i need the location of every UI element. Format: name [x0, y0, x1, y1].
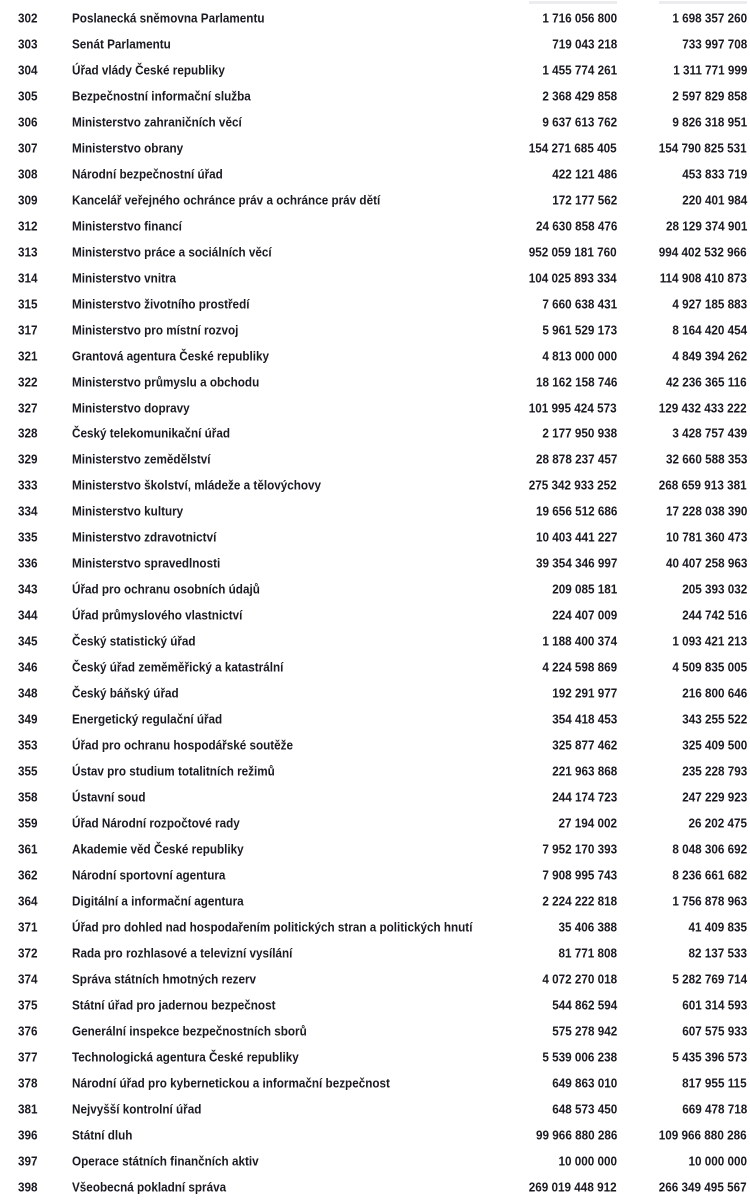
- table-row: [0, 83, 750, 109]
- clipped-amount-remnant: [659, 1, 747, 4]
- amount-column-1: 1 455 774 261: [542, 62, 617, 78]
- amount-column-2: 8 236 661 682: [672, 867, 747, 883]
- table-row: [0, 1096, 750, 1122]
- amount-column-1: 172 177 562: [551, 192, 617, 208]
- amount-column-2: 4 509 835 005: [672, 659, 747, 675]
- amount-column-1: 422 121 486: [551, 166, 617, 182]
- chapter-code: 302: [18, 10, 38, 26]
- amount-column-1: 10 000 000: [558, 1153, 617, 1169]
- amount-column-2: 10 000 000: [688, 1153, 747, 1169]
- table-row: [0, 1018, 750, 1044]
- chapter-name: Digitální a informační agentura: [72, 893, 244, 909]
- chapter-code: 321: [18, 348, 38, 364]
- amount-column-2: 205 393 032: [681, 581, 747, 597]
- table-row: [0, 602, 750, 628]
- chapter-name: Úřad pro dohled nad hospodařením politických stran a politických hnutí: [72, 919, 473, 935]
- table-row: [0, 784, 750, 810]
- table-row: [0, 421, 750, 447]
- table-row: [0, 369, 750, 395]
- amount-column-2: 3 428 757 439: [672, 425, 747, 441]
- table-row: [0, 628, 750, 654]
- amount-column-1: 244 174 723: [551, 789, 617, 805]
- amount-column-1: 325 877 462: [551, 737, 617, 753]
- amount-column-1: 2 368 429 858: [542, 88, 617, 104]
- chapter-code: 304: [18, 62, 38, 78]
- chapter-name: Český statistický úřad: [72, 633, 196, 649]
- amount-column-2: 266 349 495 567: [659, 1179, 747, 1195]
- chapter-name: Ministerstvo školství, mládeže a tělovýchovy: [72, 477, 322, 493]
- chapter-code: 306: [18, 114, 38, 130]
- chapter-code: 309: [18, 192, 38, 208]
- chapter-name: Akademie věd České republiky: [72, 841, 244, 857]
- amount-column-1: 544 862 594: [551, 997, 617, 1013]
- chapter-code: 378: [18, 1075, 38, 1091]
- amount-column-2: 4 927 185 883: [672, 296, 747, 312]
- chapter-code: 371: [18, 919, 38, 935]
- amount-column-2: 669 478 718: [681, 1101, 747, 1117]
- table-row: [0, 524, 750, 550]
- chapter-name: Ústavní soud: [72, 789, 146, 805]
- chapter-name: Energetický regulační úřad: [72, 711, 223, 727]
- amount-column-2: 268 659 913 381: [659, 477, 747, 493]
- chapter-code: 374: [18, 971, 38, 987]
- table-row: [0, 395, 750, 421]
- chapter-code: 353: [18, 737, 38, 753]
- chapter-name: Ministerstvo zdravotnictví: [72, 529, 217, 545]
- amount-column-2: 235 228 793: [681, 763, 747, 779]
- table-row: [0, 187, 750, 213]
- table-row: [0, 732, 750, 758]
- amount-column-1: 19 656 512 686: [535, 503, 617, 519]
- amount-column-2: 41 409 835: [688, 919, 747, 935]
- amount-column-1: 7 908 995 743: [542, 867, 617, 883]
- amount-column-2: 220 401 984: [681, 192, 747, 208]
- amount-column-1: 221 963 868: [551, 763, 617, 779]
- chapter-code: 308: [18, 166, 38, 182]
- amount-column-1: 209 085 181: [551, 581, 617, 597]
- amount-column-1: 649 863 010: [551, 1075, 617, 1091]
- amount-column-2: 601 314 593: [681, 997, 747, 1013]
- chapter-name: Kancelář veřejného ochránce práv a ochránce práv dětí: [72, 192, 381, 208]
- amount-column-1: 575 278 942: [551, 1023, 617, 1039]
- chapter-name: Správa státních hmotných rezerv: [72, 971, 257, 987]
- chapter-name: Úřad vlády České republiky: [72, 62, 225, 78]
- chapter-name: Ministerstvo zemědělství: [72, 451, 211, 467]
- chapter-name: Operace státních finančních aktiv: [72, 1153, 259, 1169]
- chapter-name: Ministerstvo kultury: [72, 503, 184, 519]
- chapter-name: Národní sportovní agentura: [72, 867, 226, 883]
- amount-column-1: 24 630 858 476: [535, 218, 617, 234]
- amount-column-1: 5 961 529 173: [542, 322, 617, 338]
- chapter-name: Senát Parlamentu: [72, 36, 171, 52]
- chapter-name: Český báňský úřad: [72, 685, 179, 701]
- chapter-code: 344: [18, 607, 38, 623]
- chapter-name: Český telekomunikační úřad: [72, 425, 231, 441]
- table-row: [0, 758, 750, 784]
- chapter-code: 348: [18, 685, 38, 701]
- table-row: [0, 914, 750, 940]
- amount-column-2: 17 228 038 390: [665, 503, 747, 519]
- amount-column-2: 2 597 829 858: [672, 88, 747, 104]
- chapter-code: 317: [18, 322, 38, 338]
- amount-column-1: 104 025 893 334: [529, 270, 617, 286]
- table-row: [0, 57, 750, 83]
- table-row: [0, 992, 750, 1018]
- chapter-name: Ministerstvo financí: [72, 218, 182, 234]
- chapter-code: 322: [18, 374, 38, 390]
- amount-column-1: 354 418 453: [551, 711, 617, 727]
- chapter-name: Státní úřad pro jadernou bezpečnost: [72, 997, 276, 1013]
- chapter-code: 362: [18, 867, 38, 883]
- table-row: [0, 446, 750, 472]
- chapter-code: 335: [18, 529, 38, 545]
- amount-column-1: 7 660 638 431: [542, 296, 617, 312]
- amount-column-2: 607 575 933: [681, 1023, 747, 1039]
- amount-column-2: 1 698 357 260: [672, 10, 747, 26]
- amount-column-2: 733 997 708: [681, 36, 747, 52]
- chapter-name: Úřad průmyslového vlastnictví: [72, 607, 243, 623]
- chapter-name: Ministerstvo práce a sociálních věcí: [72, 244, 272, 260]
- chapter-code: 334: [18, 503, 38, 519]
- chapter-code: 355: [18, 763, 38, 779]
- amount-column-2: 244 742 516: [681, 607, 747, 623]
- amount-column-1: 35 406 388: [558, 919, 617, 935]
- table-row: [0, 940, 750, 966]
- chapter-code: 333: [18, 477, 38, 493]
- amount-column-2: 8 048 306 692: [672, 841, 747, 857]
- chapter-name: Úřad Národní rozpočtové rady: [72, 815, 240, 831]
- amount-column-2: 247 229 923: [681, 789, 747, 805]
- amount-column-1: 154 271 685 405: [529, 140, 617, 156]
- chapter-code: 361: [18, 841, 38, 857]
- amount-column-1: 1 716 056 800: [542, 10, 617, 26]
- chapter-code: 358: [18, 789, 38, 805]
- chapter-code: 375: [18, 997, 38, 1013]
- table-row: [0, 317, 750, 343]
- table-row: [0, 1044, 750, 1070]
- amount-column-1: 719 043 218: [551, 36, 617, 52]
- amount-column-2: 40 407 258 963: [665, 555, 747, 571]
- table-row: [0, 109, 750, 135]
- chapter-name: Bezpečnostní informační služba: [72, 88, 251, 104]
- chapter-code: 327: [18, 400, 38, 416]
- amount-column-1: 7 952 170 393: [542, 841, 617, 857]
- table-row: [0, 161, 750, 187]
- chapter-name: Technologická agentura České republiky: [72, 1049, 299, 1065]
- amount-column-2: 325 409 500: [681, 737, 747, 753]
- chapter-name: Ministerstvo dopravy: [72, 400, 190, 416]
- table-row: [0, 576, 750, 602]
- amount-column-2: 9 826 318 951: [672, 114, 747, 130]
- amount-column-1: 192 291 977: [551, 685, 617, 701]
- chapter-name: Ministerstvo vnitra: [72, 270, 177, 286]
- amount-column-2: 129 432 433 222: [659, 400, 747, 416]
- chapter-name: Ministerstvo životního prostředí: [72, 296, 250, 312]
- chapter-name: Ministerstvo pro místní rozvoj: [72, 322, 239, 338]
- amount-column-1: 27 194 002: [558, 815, 617, 831]
- chapter-name: Poslanecká sněmovna Parlamentu: [72, 10, 265, 26]
- clipped-amount-remnant: [529, 1, 617, 4]
- amount-column-2: 1 756 878 963: [672, 893, 747, 909]
- chapter-code: 313: [18, 244, 38, 260]
- chapter-code: 315: [18, 296, 38, 312]
- table-row: [0, 1148, 750, 1174]
- chapter-code: 397: [18, 1153, 38, 1169]
- amount-column-2: 817 955 115: [682, 1075, 747, 1091]
- chapter-code: 381: [18, 1101, 38, 1117]
- amount-column-2: 10 781 360 473: [665, 529, 747, 545]
- table-row: [0, 265, 750, 291]
- amount-column-1: 648 573 450: [551, 1101, 617, 1117]
- chapter-name: Nejvyšší kontrolní úřad: [72, 1101, 202, 1117]
- table-row: [0, 498, 750, 524]
- table-row: [0, 680, 750, 706]
- amount-column-2: 26 202 475: [688, 815, 747, 831]
- amount-column-1: 2 224 222 818: [542, 893, 617, 909]
- chapter-code: 336: [18, 555, 38, 571]
- amount-column-2: 154 790 825 531: [659, 140, 747, 156]
- amount-column-1: 10 403 441 227: [535, 529, 617, 545]
- chapter-code: 307: [18, 140, 38, 156]
- chapter-name: Rada pro rozhlasové a televizní vysílání: [72, 945, 293, 961]
- amount-column-2: 1 093 421 213: [672, 633, 747, 649]
- table-row: [0, 31, 750, 57]
- amount-column-2: 4 849 394 262: [672, 348, 747, 364]
- chapter-code: 343: [18, 581, 38, 597]
- chapter-code: 349: [18, 711, 38, 727]
- chapter-code: 305: [18, 88, 38, 104]
- chapter-name: Ministerstvo spravedlnosti: [72, 555, 221, 571]
- table-row: [0, 213, 750, 239]
- chapter-code: 303: [18, 36, 38, 52]
- chapter-name: Český úřad zeměměřický a katastrální: [72, 659, 284, 675]
- chapter-name: Národní úřad pro kybernetickou a informační bezpečnost: [72, 1075, 390, 1091]
- chapter-code: 396: [18, 1127, 38, 1143]
- amount-column-1: 952 059 181 760: [529, 244, 617, 260]
- amount-column-1: 4 072 270 018: [542, 971, 617, 987]
- table-row: [0, 239, 750, 265]
- chapter-name: Grantová agentura České republiky: [72, 348, 270, 364]
- table-row: [0, 1122, 750, 1148]
- table-row: [0, 966, 750, 992]
- amount-column-2: 1 311 771 999: [672, 62, 747, 78]
- table-row: [0, 706, 750, 732]
- amount-column-2: 216 800 646: [681, 685, 747, 701]
- amount-column-2: 8 164 420 454: [672, 322, 747, 338]
- table-row: [0, 1174, 750, 1200]
- amount-column-1: 101 995 424 573: [529, 400, 617, 416]
- amount-column-1: 99 966 880 286: [535, 1127, 617, 1143]
- chapter-code: 372: [18, 945, 38, 961]
- table-row: [0, 343, 750, 369]
- chapter-code: 314: [18, 270, 38, 286]
- chapter-code: 377: [18, 1049, 38, 1065]
- amount-column-1: 224 407 009: [551, 607, 617, 623]
- table-row: [0, 888, 750, 914]
- chapter-name: Národní bezpečnostní úřad: [72, 166, 223, 182]
- chapter-code: 345: [18, 633, 38, 649]
- amount-column-1: 4 224 598 869: [542, 659, 617, 675]
- amount-column-1: 28 878 237 457: [535, 451, 617, 467]
- table-row: [0, 291, 750, 317]
- chapter-code: 398: [18, 1179, 38, 1195]
- amount-column-2: 32 660 588 353: [665, 451, 747, 467]
- chapter-name: Ústav pro studium totalitních režimů: [72, 763, 275, 779]
- chapter-code: 364: [18, 893, 38, 909]
- chapter-name: Úřad pro ochranu osobních údajů: [72, 581, 260, 597]
- chapter-name: Státní dluh: [72, 1127, 133, 1143]
- amount-column-1: 4 813 000 000: [542, 348, 617, 364]
- amount-column-2: 343 255 522: [681, 711, 747, 727]
- amount-column-2: 5 282 769 714: [672, 971, 747, 987]
- table-body: [0, 5, 750, 1200]
- table-row: [0, 836, 750, 862]
- chapter-code: 376: [18, 1023, 38, 1039]
- amount-column-1: 2 177 950 938: [542, 425, 617, 441]
- chapter-code: 346: [18, 659, 38, 675]
- chapter-code: 359: [18, 815, 38, 831]
- table-row: [0, 810, 750, 836]
- chapter-name: Generální inspekce bezpečnostních sborů: [72, 1023, 307, 1039]
- chapter-code: 328: [18, 425, 38, 441]
- amount-column-2: 114 908 410 873: [659, 270, 747, 286]
- table-row: [0, 550, 750, 576]
- amount-column-1: 9 637 613 762: [542, 114, 617, 130]
- table-row: [0, 862, 750, 888]
- table-row: [0, 1070, 750, 1096]
- chapter-name: Ministerstvo průmyslu a obchodu: [72, 374, 260, 390]
- amount-column-2: 42 236 365 116: [666, 374, 747, 390]
- amount-column-1: 81 771 808: [558, 945, 617, 961]
- amount-column-1: 5 539 006 238: [542, 1049, 617, 1065]
- amount-column-2: 453 833 719: [681, 166, 747, 182]
- amount-column-2: 28 129 374 901: [665, 218, 747, 234]
- chapter-name: Ministerstvo obrany: [72, 140, 184, 156]
- amount-column-2: 109 966 880 286: [659, 1127, 747, 1143]
- table-row: [0, 472, 750, 498]
- amount-column-1: 1 188 400 374: [542, 633, 617, 649]
- chapter-name: Úřad pro ochranu hospodářské soutěže: [72, 737, 294, 753]
- amount-column-2: 82 137 533: [688, 945, 747, 961]
- chapter-name: Ministerstvo zahraničních věcí: [72, 114, 242, 130]
- chapter-name: Všeobecná pokladní správa: [72, 1179, 227, 1195]
- chapter-code: 329: [18, 451, 38, 467]
- table-row: [0, 5, 750, 31]
- amount-column-1: 18 162 158 746: [535, 374, 617, 390]
- chapter-code: 312: [18, 218, 38, 234]
- table-row: [0, 654, 750, 680]
- amount-column-1: 275 342 933 252: [529, 477, 617, 493]
- table-row: [0, 135, 750, 161]
- amount-column-1: 39 354 346 997: [535, 555, 617, 571]
- amount-column-1: 269 019 448 912: [529, 1179, 617, 1195]
- amount-column-2: 994 402 532 966: [659, 244, 747, 260]
- amount-column-2: 5 435 396 573: [672, 1049, 747, 1065]
